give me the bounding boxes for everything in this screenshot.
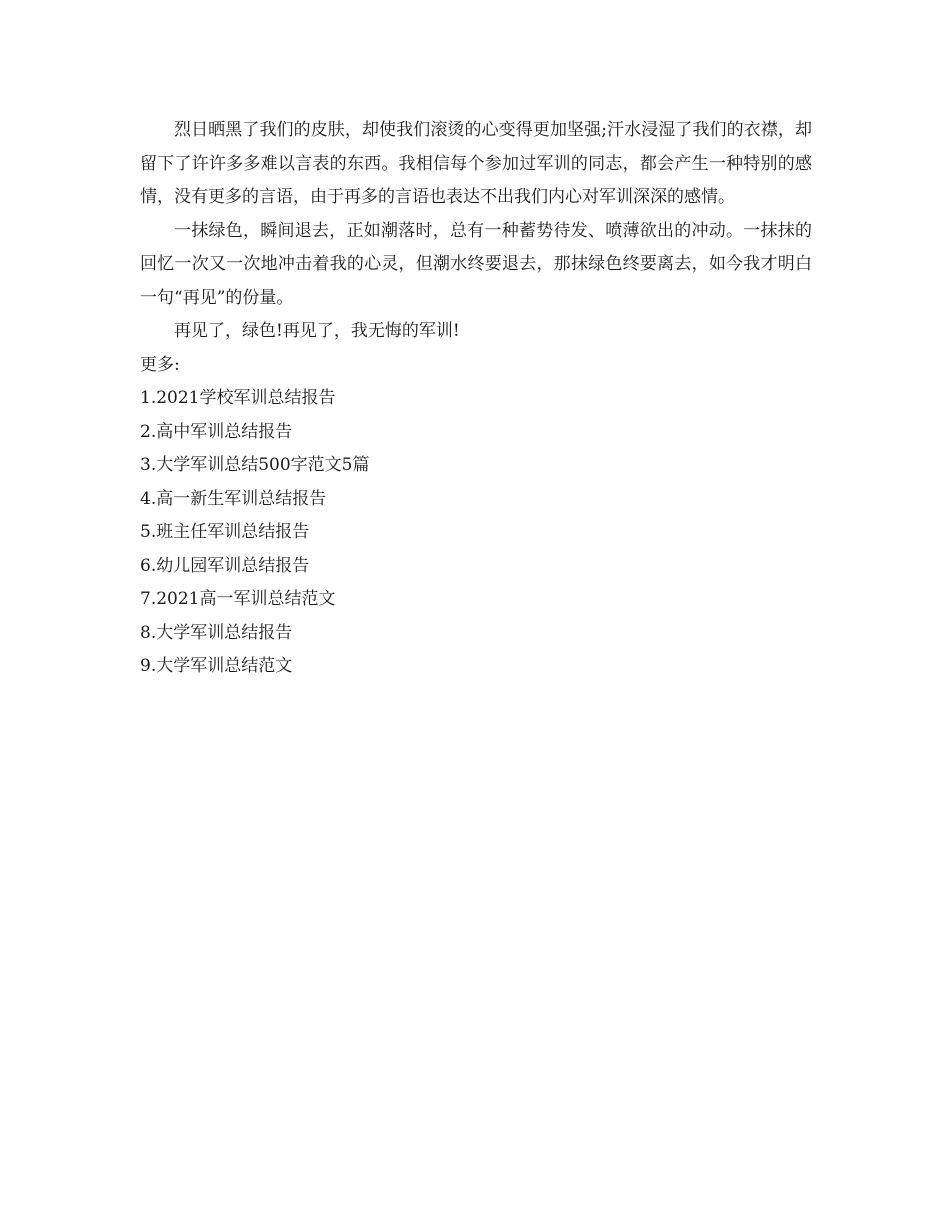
related-link-8[interactable]: 8.大学军训总结报告	[140, 622, 293, 643]
body-paragraph-3: 再见了，绿色!再见了，我无悔的军训!	[174, 321, 460, 341]
related-link-item	[140, 583, 812, 617]
related-links-list	[140, 382, 812, 684]
related-link-item	[140, 617, 812, 651]
related-link-6[interactable]: 6.幼儿园军训总结报告	[140, 555, 310, 576]
body-paragraph-1: 烈日晒黑了我们的皮肤，却使我们滚烫的心变得更加坚强;汗水浸湿了我们的衣襟，却留下了许许多多难以言表的东西。我相信每个参加过军训的同志，都会产生一种特别的感情，没有更多的言语，由于再多的言语也表达不出我们内心对军训深深的感情。	[140, 120, 812, 207]
related-link-1[interactable]: 1.2021学校军训总结报告	[140, 388, 336, 408]
related-link-item	[140, 650, 812, 684]
related-link-item	[140, 550, 812, 584]
related-link-item	[140, 516, 812, 550]
body-paragraph-2: 一抹绿色，瞬间退去，正如潮落时，总有一种蓄势待发、喷薄欲出的冲动。一抹抹的回忆一次又一次地冲击着我的心灵，但潮水终要退去，那抹绿色终要离去，如今我才明白一句“再见”的份量。	[140, 220, 812, 308]
document-page	[140, 114, 812, 684]
related-link-4[interactable]: 4.高一新生军训总结报告	[140, 488, 327, 509]
related-link-item	[140, 416, 812, 450]
related-link-2[interactable]: 2.高中军训总结报告	[140, 421, 293, 442]
related-link-item	[140, 382, 812, 416]
related-link-9[interactable]: 9.大学军训总结范文	[140, 656, 293, 676]
related-link-5[interactable]: 5.班主任军训总结报告	[140, 522, 310, 542]
related-link-3[interactable]: 3.大学军训总结500字范文5篇	[140, 455, 370, 475]
related-link-item	[140, 483, 812, 517]
more-label: 更多:	[140, 354, 180, 375]
related-link-item	[140, 449, 812, 483]
related-link-7[interactable]: 7.2021高一军训总结范文	[140, 589, 336, 609]
